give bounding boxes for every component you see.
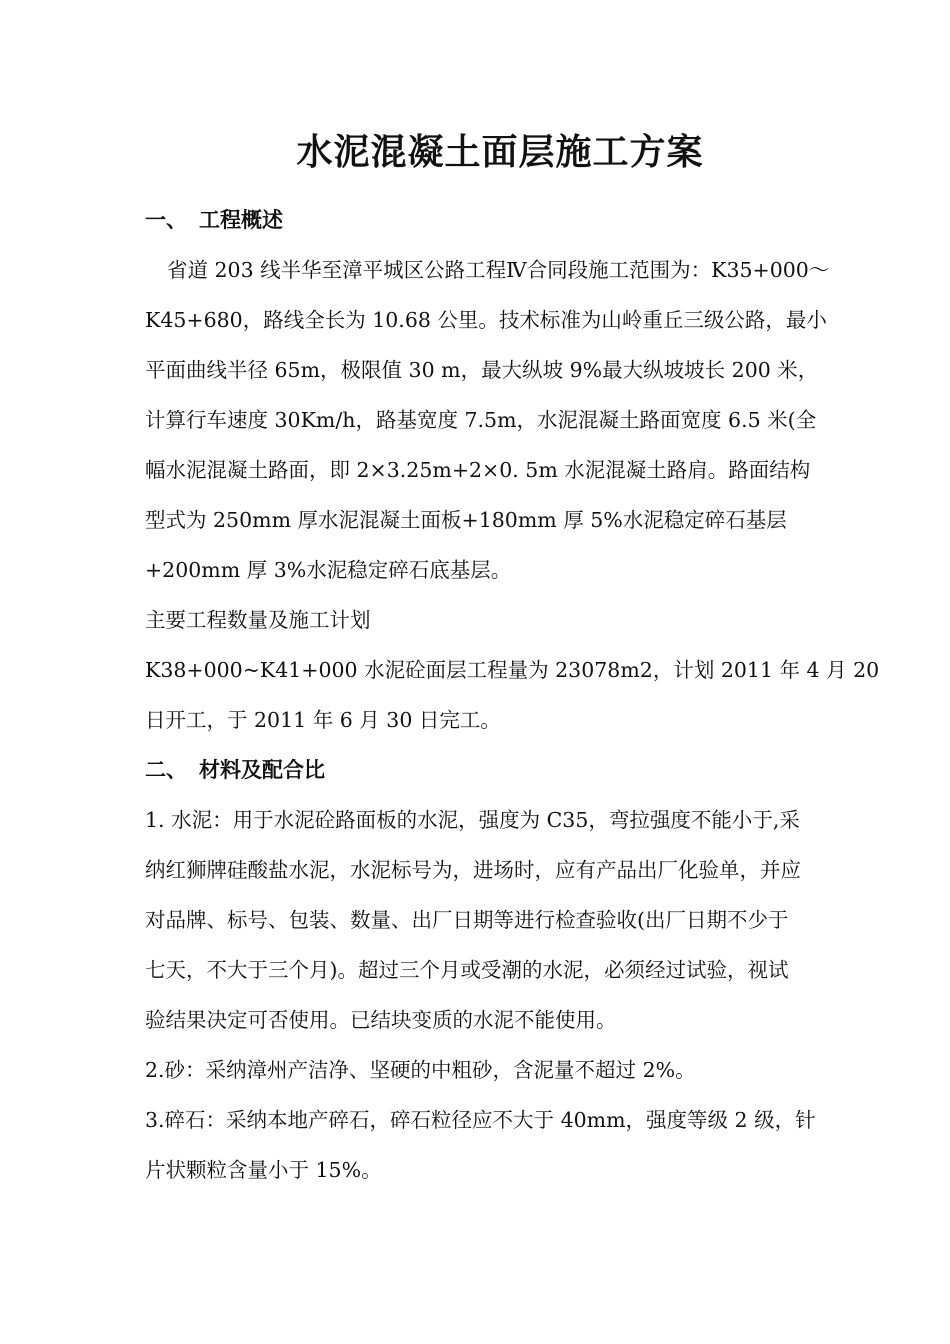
section-title: 材料及配合比 <box>199 758 325 782</box>
paragraph-line: 3.碎石：采纳本地产碎石，碎石粒径应不大于 40mm，强度等级 2 级，针 <box>145 1108 816 1132</box>
paragraph-line: 日开工，于 2011 年 6 月 30 日完工。 <box>145 708 501 732</box>
paragraph-line: 幅水泥混凝土路面，即 2×3.25m+2×0. 5m 水泥混凝土路肩。路面结构 <box>145 458 811 482</box>
document-body <box>145 195 880 1195</box>
paragraph-line: 1. 水泥：用于水泥砼路面板的水泥，强度为 C35，弯拉强度不能小于,采 <box>145 808 800 832</box>
paragraph-line: 对品牌、标号、包装、数量、出厂日期等进行检查验收(出厂日期不少于 <box>145 908 789 932</box>
paragraph-line: 验结果决定可否使用。已结块变质的水泥不能使用。 <box>145 1008 617 1032</box>
paragraph-line: 纳红狮牌硅酸盐水泥，水泥标号为，进场时，应有产品出厂化验单，并应 <box>145 858 801 882</box>
paragraph-line: 计算行车速度 30Km/h，路基宽度 7.5m，水泥混凝土路面宽度 6.5 米(全 <box>145 408 817 432</box>
paragraph-line: K45+680，路线全长为 10.68 公里。技术标准为山岭重丘三级公路，最小 <box>145 308 827 332</box>
paragraph-line: 2.砂：采纳漳州产洁净、坚硬的中粗砂，含泥量不超过 2%。 <box>145 1058 696 1082</box>
paragraph-line: 七天，不大于三个月)。超过三个月或受潮的水泥，必须经过试验，视试 <box>145 958 789 982</box>
paragraph-line: +200mm 厚 3%水泥稳定碎石底基层。 <box>145 558 512 582</box>
subheading-line: 主要工程数量及施工计划 <box>145 608 371 632</box>
paragraph-line: K38+000~K41+000 水泥砼面层工程量为 23078m2，计划 2011 年 4 月 20 <box>145 658 880 682</box>
section-heading <box>145 745 865 795</box>
paragraph-line: 省道 203 线半华至漳平城区公路工程Ⅳ合同段施工范围为：K35+000～ <box>167 258 830 282</box>
section-number: 一、 <box>145 208 187 232</box>
paragraph-line: 平面曲线半径 65m，极限值 30 m，最大纵坡 9%最大纵坡坡长 200 米， <box>145 358 819 382</box>
paragraph-line: 型式为 250mm 厚水泥混凝土面板+180mm 厚 5%水泥稳定碎石基层 <box>145 508 787 532</box>
section-number: 二、 <box>145 758 187 782</box>
paragraph-line: 片状颗粒含量小于 15%。 <box>145 1158 382 1182</box>
document-title: 水泥混凝土面层施工方案 <box>296 132 704 173</box>
section-heading <box>145 195 865 245</box>
section-title: 工程概述 <box>199 208 283 232</box>
